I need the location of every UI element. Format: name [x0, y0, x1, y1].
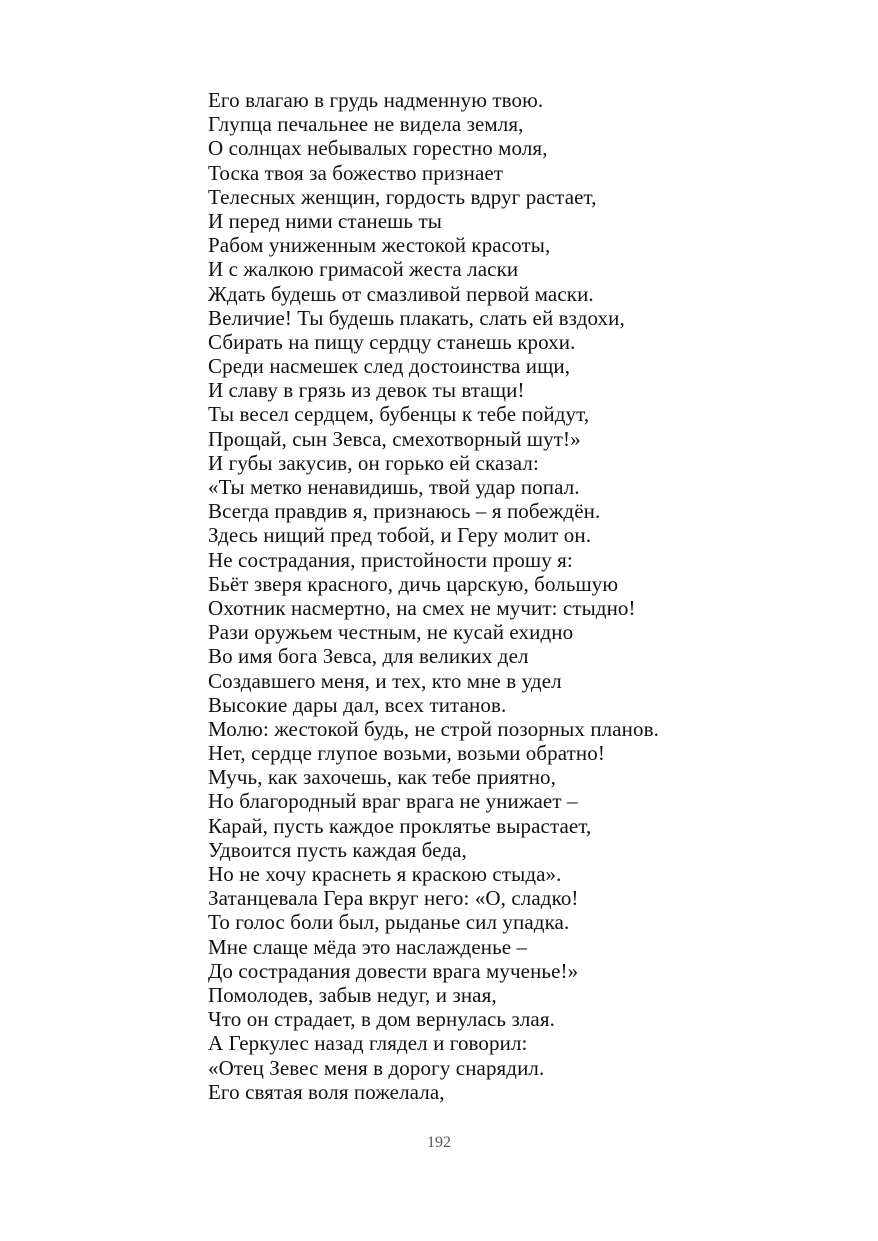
poem-line: Молю: жестокой будь, не строй позорных планов. — [208, 716, 659, 741]
poem-line: И губы закусив, он горько ей сказал: — [208, 450, 539, 475]
poem-line: Прощай, сын Зевса, смехотворный шут!» — [208, 426, 581, 451]
poem-line: Бьёт зверя красного, дичь царскую, большую — [208, 571, 619, 596]
poem-line: Телесных женщин, гордость вдруг растает, — [208, 184, 597, 209]
poem-line: Нет, сердце глупое возьми, возьми обратно! — [208, 741, 605, 766]
poem-line: Создавшего меня, и тех, кто мне в удел — [208, 668, 562, 693]
poem-line: Но не хочу краснеть я краскою стыда». — [208, 862, 562, 886]
poem-line: Тоска твоя за божество признает — [208, 160, 504, 185]
poem-line: Величие! Ты будешь плакать, слать ей вздохи, — [208, 305, 625, 330]
poem-line: Здесь нищий пред тобой, и Геру молит он. — [208, 523, 592, 548]
poem-line: Охотник насмертно, на смех не мучит: стыдно! — [208, 595, 636, 620]
poem-line: А Геркулес назад глядел и говорил: — [208, 1031, 528, 1056]
poem-line: То голос боли был, рыданье сил упадка. — [208, 910, 570, 935]
poem-text — [208, 88, 828, 1104]
poem-line: Всегда правдив я, признаюсь – я побеждён. — [208, 499, 601, 524]
poem-line: Сбирать на пищу сердцу станешь крохи. — [208, 329, 576, 354]
poem-line: Его влагаю в грудь надменную твою. — [208, 88, 544, 112]
poem-line: Рабом униженным жестокой красоты, — [208, 233, 551, 258]
poem-line: И славу в грязь из девок ты втащи! — [208, 378, 525, 403]
poem-line: Что он страдает, в дом вернулась злая. — [208, 1007, 555, 1032]
poem-line: Глупца печальнее не видела земля, — [208, 112, 524, 137]
poem-line: И с жалкою гримасой жеста ласки — [208, 257, 519, 282]
poem-line: Его святая воля пожелала, — [208, 1079, 445, 1104]
poem-line: «Отец Зевес меня в дорогу снарядил. — [208, 1055, 545, 1080]
poem-line: Ждать будешь от смазливой первой маски. — [208, 281, 594, 306]
poem-line: «Ты метко ненавидишь, твой удар попал. — [208, 475, 580, 499]
poem-line: Мне слаще мёда это наслажденье – — [208, 934, 528, 959]
poem-line: Помолодев, забыв недуг, и зная, — [208, 982, 497, 1007]
poem-line: Высокие дары дал, всех титанов. — [208, 692, 507, 717]
poem-line: Среди насмешек след достоинства ищи, — [208, 354, 571, 379]
poem-line: Мучь, как захочешь, как тебе приятно, — [208, 765, 556, 790]
poem-line: Карай, пусть каждое проклятье вырастает, — [208, 813, 592, 838]
poem-line: До сострадания довести врага мученье!» — [208, 958, 579, 983]
poem-line: Но благородный враг врага не унижает – — [208, 789, 578, 814]
poem-line: О солнцах небывалых горестно моля, — [208, 136, 548, 161]
page-number: 192 — [427, 1134, 451, 1151]
poem-line: Затанцевала Гера вкруг него: «О, сладко! — [208, 886, 579, 911]
poem-line: Ты весел сердцем, бубенцы к тебе пойдут, — [208, 402, 590, 427]
poem-line: Рази оружьем честным, не кусай ехидно — [208, 620, 574, 645]
poem-line: Не сострадания, пристойности прошу я: — [208, 547, 573, 572]
poem-line: И перед ними станешь ты — [208, 208, 442, 233]
poem-line: Во имя бога Зевса, для великих дел — [208, 644, 529, 669]
poem-line: Удвоится пусть каждая беда, — [208, 837, 467, 862]
